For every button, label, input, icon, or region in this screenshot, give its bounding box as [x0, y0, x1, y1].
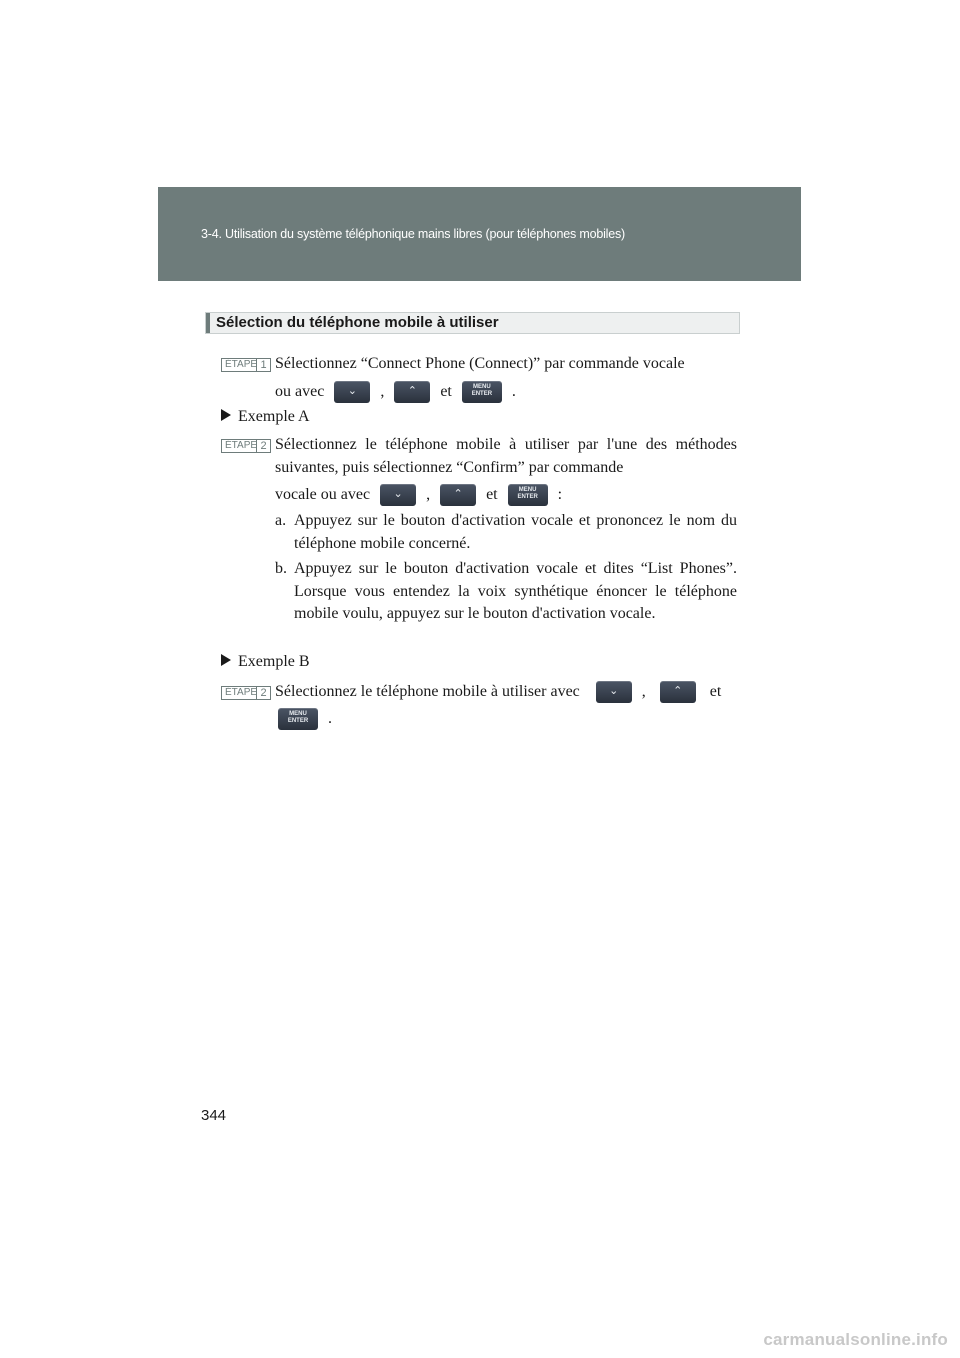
chevron-up-icon: ⌃ — [453, 487, 463, 501]
example-b-heading — [221, 651, 310, 674]
section-header: 3-4. Utilisation du système téléphonique mains libres (pour téléphones mobiles) — [201, 227, 626, 241]
menu-label: MENU — [289, 711, 307, 718]
menu-enter-icon — [508, 487, 548, 501]
step1-line1: Sélectionnez “Connect Phone (Connect)” par commande vocale — [275, 355, 685, 372]
example-a-label: Exemple A — [238, 408, 310, 425]
triangle-bullet-icon — [221, 654, 231, 666]
example-b-line2 — [274, 708, 332, 731]
menu-enter-icon — [462, 384, 502, 398]
step1-and: et — [440, 383, 452, 400]
example-a-and: et — [486, 486, 498, 503]
step1-period: . — [511, 383, 516, 400]
chevron-down-icon: ⌄ — [347, 384, 357, 398]
up-button[interactable] — [394, 381, 430, 403]
example-a-colon: : — [557, 486, 563, 503]
step-badge-2a — [221, 439, 271, 453]
enter-label: ENTER — [287, 718, 309, 725]
example-b-comma: , — [641, 683, 646, 700]
item-b-text: Appuyez sur le bouton d'activation vocale et dites “List Phones”. Lorsque vous entendez la voix synthétique énoncer le téléphone mobile voulu, appuyez sur le bouton d'activation vocale. — [294, 560, 737, 622]
menu-enter-button[interactable] — [278, 708, 318, 730]
example-b-text: Sélectionnez le téléphone mobile à utiliser avec — [275, 683, 580, 700]
item-a-marker: a. — [275, 512, 287, 529]
down-button[interactable] — [380, 484, 416, 506]
watermark: carmanualsonline.info — [763, 1330, 948, 1349]
step1-line2 — [275, 381, 516, 404]
chevron-down-icon: ⌄ — [609, 684, 619, 698]
step-number: 1 — [256, 358, 270, 372]
step-number: 2 — [256, 439, 270, 453]
down-button[interactable] — [334, 381, 370, 403]
menu-enter-button[interactable] — [462, 381, 502, 403]
example-a-text: Sélectionnez le téléphone mobile à utiliser par l'une des méthodes suivantes, puis sélectionnez “Confirm” par commande — [275, 436, 737, 476]
item-a-text: Appuyez sur le bouton d'activation vocale et prononcez le nom du téléphone mobile concerné. — [294, 512, 737, 552]
item-b-marker: b. — [275, 560, 287, 577]
example-b-line1 — [275, 681, 721, 704]
chevron-up-icon: ⌃ — [673, 684, 683, 698]
up-button[interactable] — [440, 484, 476, 506]
triangle-bullet-icon — [221, 409, 231, 421]
step-badge-2b — [221, 686, 271, 700]
example-a-comma: , — [426, 486, 431, 503]
title-accent-bar — [206, 313, 210, 333]
section-title: Sélection du téléphone mobile à utiliser — [216, 314, 499, 331]
step-word: ÉTAPE — [225, 687, 258, 698]
page-number: 344 — [201, 1107, 227, 1124]
menu-enter-icon — [278, 711, 318, 725]
step1-or-with: ou avec — [275, 383, 325, 400]
example-b-label: Exemple B — [238, 653, 310, 670]
enter-label: ENTER — [517, 494, 538, 501]
menu-enter-button[interactable] — [508, 484, 548, 506]
step-word: ÉTAPE — [225, 440, 258, 451]
step-badge-1 — [221, 358, 271, 372]
header-band — [158, 187, 801, 281]
menu-label: MENU — [518, 487, 537, 494]
example-a-or-with: vocale ou avec — [275, 486, 371, 503]
example-a-line3 — [275, 484, 562, 507]
chevron-down-icon: ⌄ — [393, 487, 403, 501]
step-number: 2 — [256, 686, 270, 700]
chevron-up-icon: ⌃ — [407, 384, 417, 398]
enter-label: ENTER — [471, 391, 493, 398]
section-title-box — [205, 312, 740, 334]
example-b-and: et — [709, 683, 722, 700]
down-button[interactable] — [596, 681, 632, 703]
up-button[interactable] — [660, 681, 696, 703]
step-word: ÉTAPE — [225, 359, 258, 370]
example-b-period: . — [328, 710, 332, 727]
step1-comma: , — [380, 383, 385, 400]
menu-label: MENU — [473, 384, 491, 391]
example-a-heading — [221, 406, 310, 429]
